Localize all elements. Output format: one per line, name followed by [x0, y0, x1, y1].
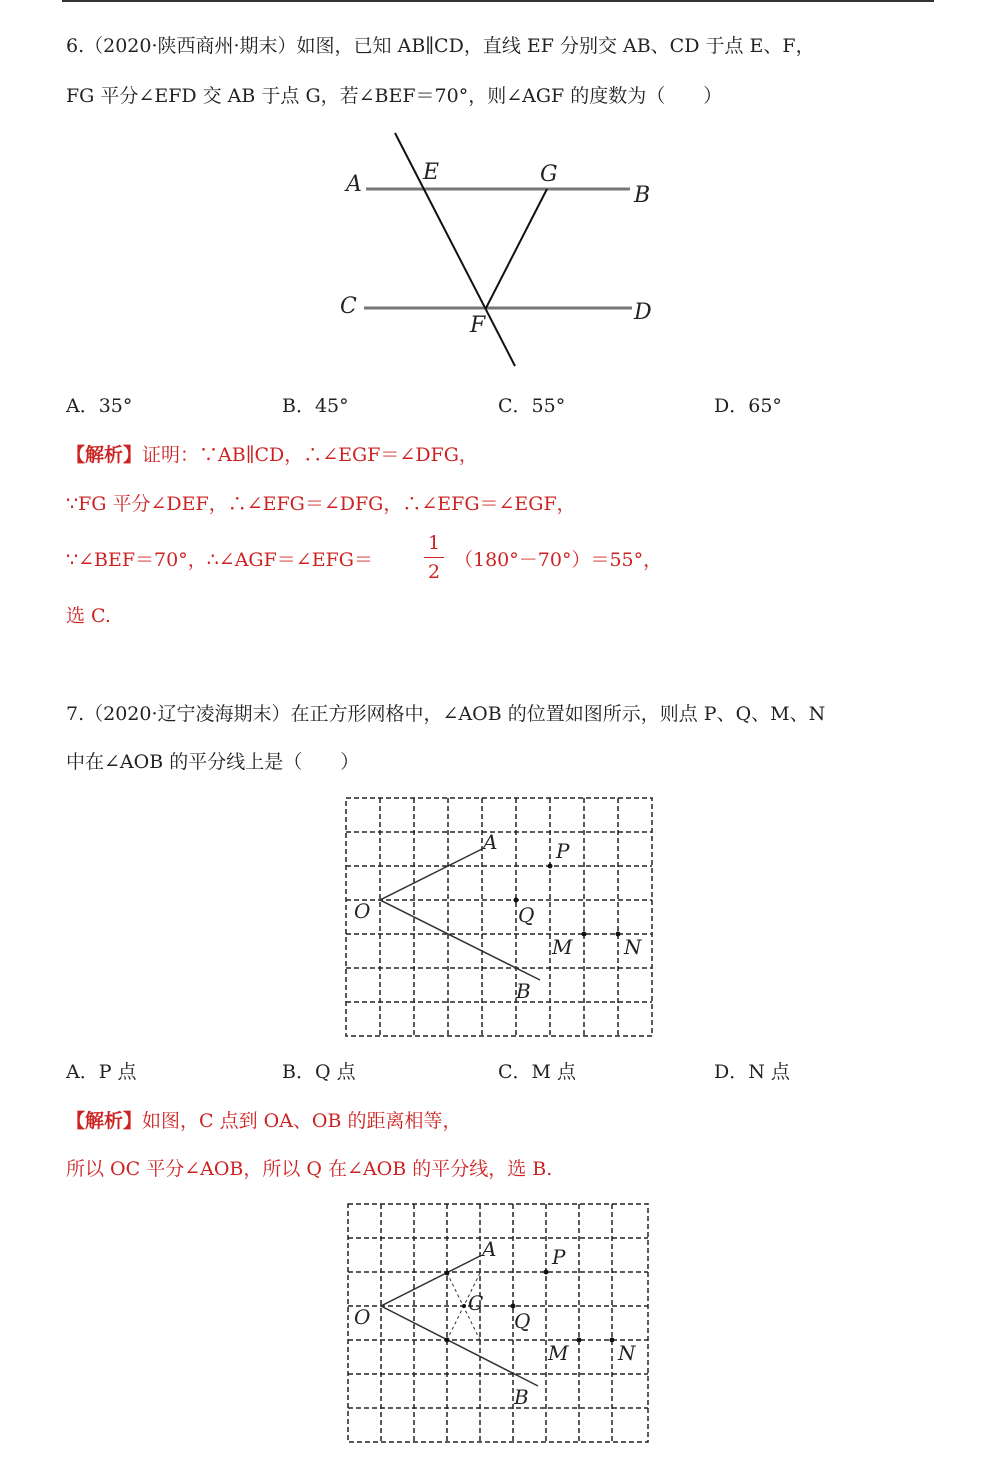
- q7-point-n: [616, 932, 621, 937]
- q7s-label-o: O: [354, 1305, 371, 1329]
- q7-ray-oa: [380, 849, 482, 900]
- q7s-point-c: [462, 1304, 466, 1308]
- q7-label-n: N: [624, 935, 642, 959]
- q7s-ray-oa: [381, 1256, 480, 1306]
- q7-solution-grid: [348, 1204, 648, 1442]
- q6-label-e: E: [423, 160, 440, 185]
- q7s-label-q: Q: [514, 1309, 531, 1333]
- q6-label-d: D: [634, 300, 652, 325]
- q6-analysis-line4: 选 C.: [66, 605, 111, 627]
- q7-analysis-line1: [66, 1109, 462, 1133]
- q6-analysis-line3a: ∵∠BEF＝70°，∴∠AGF＝∠EFG＝: [66, 549, 373, 571]
- q7s-point-q: [511, 1304, 516, 1309]
- q6-line-ef: [395, 133, 515, 366]
- q7-stem-line1: 7.（2020·辽宁凌海期末）在正方形网格中，∠AOB 的位置如图所示，则点 P、Q、M、N: [66, 703, 826, 725]
- q7s-label-p: P: [552, 1245, 566, 1269]
- q7-point-p: [548, 864, 553, 869]
- q7-label-p: P: [556, 839, 570, 863]
- q7-option-c: C．M 点: [498, 1061, 577, 1083]
- q7-point-m: [582, 932, 587, 937]
- q6-label-b: B: [634, 183, 651, 208]
- q6-option-b: B．45°: [282, 395, 349, 417]
- q7-analysis-line2: 所以 OC 平分∠AOB，所以 Q 在∠AOB 的平分线，选 B.: [66, 1158, 553, 1180]
- q6-line-fg: [486, 189, 547, 308]
- q7-label-a: A: [483, 830, 498, 854]
- q7-stem-line2: 中在∠AOB 的平分线上是（ ）: [66, 751, 360, 773]
- q6-analysis-text1: 证明：∵AB∥CD，∴∠EGF＝∠DFG，: [142, 444, 478, 466]
- q6-fraction-numerator: 1: [427, 532, 441, 554]
- q6-option-d: D．65°: [714, 395, 782, 417]
- q7-solution-figure: [340, 1198, 660, 1448]
- q7-point-q: [514, 898, 519, 903]
- q7-analysis-tag: 【解析】: [66, 1110, 143, 1132]
- q6-analysis-line1: [66, 443, 478, 467]
- q6-fraction-denominator: 2: [427, 561, 441, 583]
- q7-label-o: O: [354, 899, 371, 923]
- q7s-label-b: B: [514, 1385, 529, 1409]
- q6-analysis-line2: ∵FG 平分∠DEF，∴∠EFG＝∠DFG，∴∠EFG＝∠EGF，: [66, 493, 576, 515]
- q6-fraction-bar: [424, 557, 444, 558]
- q7s-point-m: [577, 1338, 582, 1343]
- q6-figure: [330, 125, 670, 370]
- q6-label-a: A: [346, 172, 362, 197]
- q7-label-b: B: [516, 979, 531, 1003]
- q7s-label-n: N: [618, 1341, 636, 1365]
- q6-label-c: C: [340, 294, 357, 319]
- q6-stem-line2: FG 平分∠EFD 交 AB 于点 G，若∠BEF＝70°，则∠AGF 的度数为（ ）: [66, 85, 723, 107]
- q7-analysis-text1: 如图，C 点到 OA、OB 的距离相等，: [142, 1110, 462, 1132]
- q7s-point-n: [610, 1338, 615, 1343]
- top-rule: [62, 0, 934, 2]
- q7s-label-m: M: [548, 1341, 569, 1365]
- q7-option-b: B．Q 点: [282, 1061, 356, 1083]
- q6-label-f: F: [470, 313, 486, 338]
- q6-stem-line1: 6.（2020·陕西商州·期末）如图，已知 AB∥CD，直线 EF 分别交 AB、CD 于点 E、F，: [66, 35, 815, 57]
- q7s-foot-1: [445, 1271, 450, 1276]
- q7s-point-p: [544, 1270, 549, 1275]
- q7s-foot-2: [445, 1338, 450, 1343]
- q7-grid: [346, 798, 652, 1036]
- q6-label-g: G: [540, 162, 558, 187]
- q6-analysis-tag: 【解析】: [66, 444, 143, 466]
- q7-option-a: A．P 点: [66, 1061, 137, 1083]
- q7s-label-a: A: [482, 1237, 497, 1261]
- q6-option-a: A．35°: [66, 395, 133, 417]
- q7s-label-c: C: [468, 1291, 484, 1315]
- q7-label-m: M: [552, 935, 573, 959]
- q6-analysis-line3b: （180°－70°）＝55°，: [454, 549, 663, 571]
- q7-figure: [340, 792, 660, 1042]
- q7-option-d: D．N 点: [714, 1061, 790, 1083]
- q6-fraction: [424, 532, 444, 583]
- q7-label-q: Q: [518, 903, 535, 927]
- q6-option-c: C．55°: [498, 395, 566, 417]
